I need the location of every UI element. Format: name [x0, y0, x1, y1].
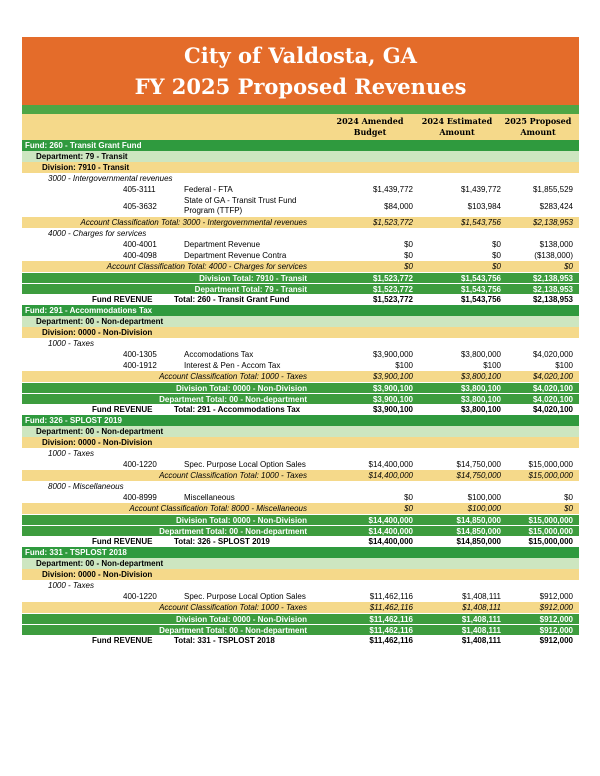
amount-cell: $3,900,100 [372, 372, 413, 381]
fund-revenue-label: Fund REVENUE [92, 405, 153, 414]
total-label: Account Classification Total: 3000 - Intergovernmental revenues [80, 218, 307, 227]
amount-cell: $4,020,100 [532, 372, 573, 381]
total-label: Division Total: 7910 - Transit [199, 274, 307, 283]
account-description: Accomodations Tax [184, 350, 254, 359]
amount-cell: $15,000,000 [528, 460, 573, 469]
fund-header-row [22, 305, 579, 316]
amount-cell: $283,424 [539, 202, 573, 211]
amount-cell: $1,523,772 [372, 218, 413, 227]
fund-label: Fund: 331 - TSPLOST 2018 [25, 548, 127, 557]
total-label: Department Total: 79 - Transit [194, 285, 307, 294]
amount-cell: $1,855,529 [532, 185, 573, 194]
amount-cell: $0 [564, 262, 573, 271]
account-description: Spec. Purpose Local Option Sales [184, 592, 306, 601]
amount-cell: $1,408,111 [462, 603, 501, 612]
account-description: Spec. Purpose Local Option Sales [184, 460, 306, 469]
amount-cell: $14,850,000 [456, 537, 501, 546]
amount-cell: $103,984 [467, 202, 501, 211]
amount-cell: $3,900,000 [372, 350, 413, 359]
division-label: Division: 0000 - Non-Division [42, 328, 153, 337]
amount-cell: $1,543,756 [460, 274, 501, 283]
amount-cell: $1,523,772 [372, 295, 413, 304]
revenue-table [22, 140, 579, 646]
division-row [22, 569, 579, 580]
account-description: Department Revenue Contra [184, 251, 287, 260]
total-label: Account Classification Total: 4000 - Charges for services [106, 262, 307, 271]
amount-cell: $2,138,953 [532, 274, 573, 283]
line-item-row [22, 459, 579, 470]
account-code: 405-3632 [123, 202, 157, 211]
account-classification-total-row [22, 503, 579, 514]
amount-cell: $3,900,100 [372, 405, 413, 414]
fund-revenue-total-row [22, 294, 579, 305]
amount-cell: $912,000 [539, 636, 573, 645]
amount-cell: $1,543,756 [460, 218, 501, 227]
amount-cell: $0 [404, 493, 413, 502]
total-label: Department Total: 00 - Non-department [159, 395, 307, 404]
amount-cell: $3,900,100 [372, 384, 413, 393]
summary-total-row [22, 613, 579, 624]
col-header-line: Amount [520, 127, 556, 137]
line-item-row [22, 239, 579, 250]
fund-revenue-total-row [22, 536, 579, 547]
total-label: Division Total: 0000 - Non-Division [176, 615, 307, 624]
amount-cell: $14,400,000 [368, 537, 413, 546]
summary-total-row [22, 624, 579, 635]
col-header-line: Amount [439, 127, 475, 137]
fund-total-label: Total: 260 - Transit Grant Fund [174, 295, 290, 304]
amount-cell: $912,000 [539, 626, 573, 635]
department-label: Department: 00 - Non-department [36, 427, 164, 436]
department-label: Department: 00 - Non-department [36, 317, 164, 326]
amount-cell: $100,000 [467, 504, 501, 513]
account-description: Federal - FTA [184, 185, 233, 194]
account-code: 400-4001 [123, 240, 157, 249]
account-classification-total-row [22, 602, 579, 613]
fund-total-label: Total: 326 - SPLOST 2019 [174, 537, 270, 546]
column-header-row [22, 114, 579, 140]
amount-cell: $1,408,111 [462, 592, 501, 601]
line-item-row [22, 349, 579, 360]
report-title-banner [22, 37, 579, 105]
report-title: FY 2025 Proposed Revenues [134, 74, 467, 99]
classification-label: 4000 - Charges for services [48, 229, 147, 238]
account-code: 400-8999 [123, 493, 157, 502]
amount-cell: $0 [404, 240, 413, 249]
account-code: 400-1220 [123, 460, 157, 469]
total-label: Account Classification Total: 8000 - Miscellaneous [129, 504, 307, 513]
account-classification-total-row [22, 371, 579, 382]
fund-label: Fund: 260 - Transit Grant Fund [25, 141, 142, 150]
fund-total-label: Total: 331 - TSPLOST 2018 [174, 636, 275, 645]
classification-row [22, 338, 579, 349]
amount-cell: $912,000 [539, 603, 573, 612]
amount-cell: $15,000,000 [528, 516, 573, 525]
summary-total-row [22, 382, 579, 393]
amount-cell: $138,000 [539, 240, 573, 249]
amount-cell: $2,138,953 [532, 295, 573, 304]
division-row [22, 327, 579, 338]
amount-cell: $11,462,116 [369, 603, 413, 612]
col-header-amended-budget [330, 116, 410, 138]
amount-cell: $100 [555, 361, 573, 370]
account-code: 405-3111 [123, 185, 156, 194]
account-description: Miscellaneous [184, 493, 235, 502]
total-label: Department Total: 00 - Non-department [159, 527, 307, 536]
classification-label: 3000 - Intergovernmental revenues [48, 174, 173, 183]
summary-total-row [22, 393, 579, 404]
department-label: Department: 79 - Transit [36, 152, 128, 161]
amount-cell: $3,800,100 [460, 372, 501, 381]
fund-header-row [22, 547, 579, 558]
amount-cell: $11,462,116 [369, 592, 413, 601]
account-code: 400-4098 [123, 251, 157, 260]
classification-row [22, 481, 579, 492]
amount-cell: $4,020,000 [532, 350, 573, 359]
division-label: Division: 0000 - Non-Division [42, 438, 153, 447]
total-label: Division Total: 0000 - Non-Division [176, 384, 307, 393]
fund-total-label: Total: 291 - Accommodations Tax [174, 405, 301, 414]
divider-bar [22, 105, 579, 114]
amount-cell: $100,000 [467, 493, 501, 502]
amount-cell: $1,523,772 [372, 274, 413, 283]
summary-total-row [22, 514, 579, 525]
division-row [22, 162, 579, 173]
amount-cell: $3,800,000 [460, 350, 501, 359]
col-header-proposed-amount [498, 116, 578, 138]
amount-cell: $2,138,953 [532, 218, 573, 227]
amount-cell: $4,020,100 [532, 384, 573, 393]
line-item-row [22, 492, 579, 503]
amount-cell: $1,543,756 [460, 285, 501, 294]
amount-cell: $2,138,953 [532, 285, 573, 294]
line-item-row [22, 184, 579, 195]
amount-cell: $3,800,100 [460, 395, 501, 404]
account-classification-total-row [22, 217, 579, 228]
fund-header-row [22, 140, 579, 151]
classification-label: 1000 - Taxes [48, 581, 94, 590]
amount-cell: $11,462,116 [369, 636, 413, 645]
classification-row [22, 228, 579, 239]
total-label: Account Classification Total: 1000 - Taxes [159, 372, 307, 381]
department-label: Department: 00 - Non-department [36, 559, 164, 568]
amount-cell: $0 [564, 493, 573, 502]
amount-cell: $3,800,100 [460, 384, 501, 393]
amount-cell: $0 [404, 251, 413, 260]
amount-cell: $14,850,000 [456, 516, 501, 525]
amount-cell: $15,000,000 [528, 537, 573, 546]
amount-cell: $15,000,000 [528, 527, 573, 536]
amount-cell: $3,800,100 [460, 405, 501, 414]
classification-row [22, 448, 579, 459]
account-description: Department Revenue [184, 240, 261, 249]
fund-label: Fund: 291 - Accommodations Tax [25, 306, 153, 315]
classification-row [22, 580, 579, 591]
fund-revenue-total-row [22, 404, 579, 415]
total-label: Division Total: 0000 - Non-Division [176, 516, 307, 525]
classification-label: 8000 - Miscellaneous [48, 482, 124, 491]
fund-label: Fund: 326 - SPLOST 2019 [25, 416, 122, 425]
amount-cell: $1,439,772 [460, 185, 501, 194]
amount-cell: $1,439,772 [372, 185, 413, 194]
amount-cell: $1,523,772 [372, 285, 413, 294]
summary-total-row [22, 283, 579, 294]
city-title: City of Valdosta, GA [184, 43, 417, 68]
fund-header-row [22, 415, 579, 426]
amount-cell: $14,750,000 [456, 460, 501, 469]
amount-cell: $11,462,116 [369, 615, 413, 624]
line-item-row [22, 591, 579, 602]
total-label: Department Total: 00 - Non-department [159, 626, 307, 635]
account-classification-total-row [22, 261, 579, 272]
amount-cell: $1,408,111 [461, 615, 501, 624]
account-description: State of GA - Transit Trust Fund Program (TTFP) [184, 196, 297, 215]
division-label: Division: 7910 - Transit [42, 163, 130, 172]
amount-cell: $4,020,100 [532, 395, 573, 404]
classification-label: 1000 - Taxes [48, 339, 94, 348]
classification-label: 1000 - Taxes [48, 449, 94, 458]
department-row [22, 426, 579, 437]
col-header-line: 2024 Estimated [421, 116, 493, 126]
summary-total-row [22, 525, 579, 536]
amount-cell: $0 [404, 262, 413, 271]
line-item-row [22, 195, 579, 217]
department-row [22, 151, 579, 162]
amount-cell: $912,000 [539, 592, 573, 601]
amount-cell: $14,400,000 [368, 471, 413, 480]
amount-cell: $0 [492, 251, 501, 260]
amount-cell: $15,000,000 [528, 471, 573, 480]
amount-cell: $0 [564, 504, 573, 513]
amount-cell: $14,850,000 [456, 527, 501, 536]
summary-total-row [22, 272, 579, 283]
amount-cell: $1,543,756 [460, 295, 501, 304]
amount-cell: $11,462,116 [369, 626, 413, 635]
amount-cell: $100 [395, 361, 413, 370]
line-item-row [22, 250, 579, 261]
amount-cell: $14,400,000 [368, 527, 413, 536]
amount-cell: $4,020,100 [532, 405, 573, 414]
amount-cell: $0 [492, 240, 501, 249]
amount-cell: $1,408,111 [461, 626, 501, 635]
col-header-line: 2025 Proposed [504, 116, 572, 126]
amount-cell: $0 [404, 504, 413, 513]
amount-cell: $1,408,111 [461, 636, 501, 645]
fund-revenue-label: Fund REVENUE [92, 636, 153, 645]
total-label: Account Classification Total: 1000 - Taxes [159, 603, 307, 612]
classification-row [22, 173, 579, 184]
account-code: 400-1912 [123, 361, 157, 370]
department-row [22, 316, 579, 327]
amount-cell: $14,400,000 [368, 460, 413, 469]
amount-cell: $100 [483, 361, 501, 370]
col-header-line: 2024 Amended [336, 116, 404, 126]
amount-cell: $14,750,000 [456, 471, 501, 480]
account-description: Interest & Pen - Accom Tax [184, 361, 281, 370]
col-header-estimated-amount [417, 116, 497, 138]
amount-cell: $84,000 [384, 202, 413, 211]
department-row [22, 558, 579, 569]
fund-revenue-label: Fund REVENUE [92, 295, 153, 304]
account-code: 400-1220 [123, 592, 157, 601]
account-classification-total-row [22, 470, 579, 481]
total-label: Account Classification Total: 1000 - Taxes [159, 471, 307, 480]
division-row [22, 437, 579, 448]
account-code: 400-1305 [123, 350, 157, 359]
amount-cell: $912,000 [539, 615, 573, 624]
amount-cell: $14,400,000 [368, 516, 413, 525]
division-label: Division: 0000 - Non-Division [42, 570, 153, 579]
fund-revenue-total-row [22, 635, 579, 646]
fund-revenue-label: Fund REVENUE [92, 537, 153, 546]
col-header-line: Budget [353, 127, 387, 137]
amount-cell: ($138,000) [534, 251, 573, 260]
amount-cell: $0 [492, 262, 501, 271]
line-item-row [22, 360, 579, 371]
amount-cell: $3,900,100 [372, 395, 413, 404]
